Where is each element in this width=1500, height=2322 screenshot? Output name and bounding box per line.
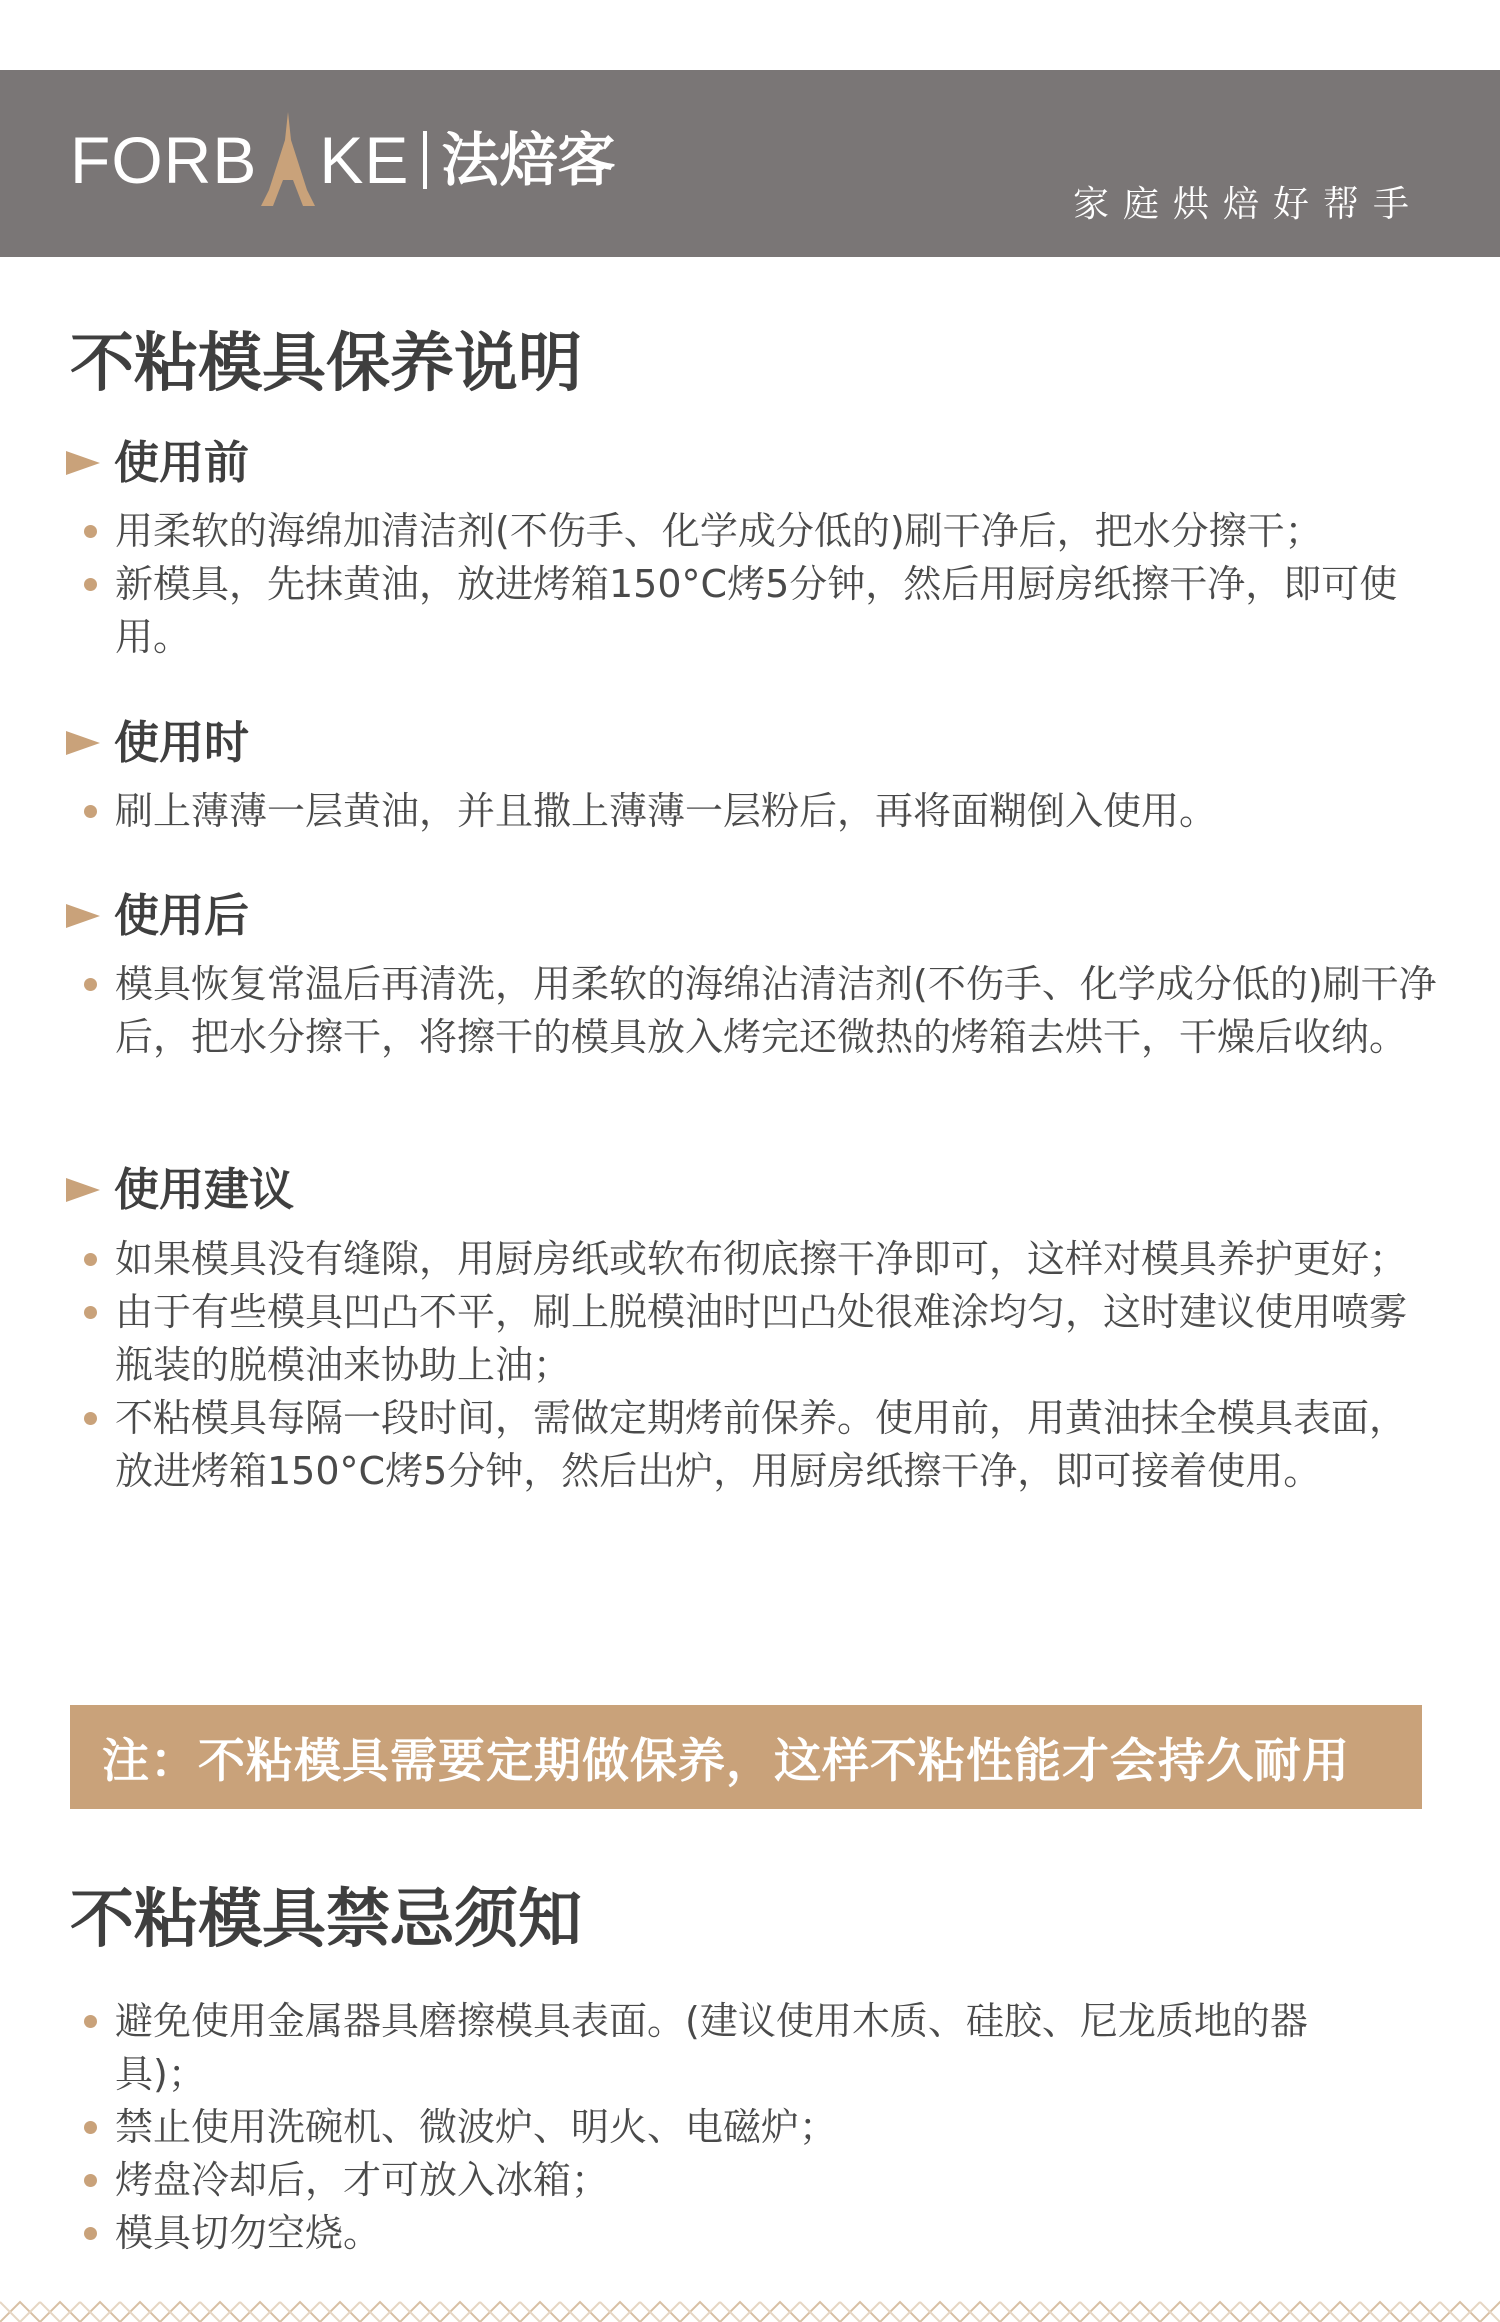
bullet-icon — [84, 2227, 97, 2240]
bullet-list-after-use — [0, 958, 1455, 1064]
section-title: 使用前 — [114, 436, 250, 489]
arrow-icon — [66, 731, 100, 755]
bullet-icon — [84, 2174, 97, 2187]
eiffel-tower-icon — [253, 110, 323, 210]
list-item: 由于有些模具凹凸不平，刷上脱模油时凹凸处很难涂均匀，这时建议使用喷雾瓶装的脱模油来协助上油； — [0, 1286, 1415, 1392]
list-item: 用柔软的海绵加清洁剂(不伤手、化学成分低的)刷干净后，把水分擦干； — [0, 505, 1445, 558]
list-item: 新模具，先抹黄油，放进烤箱150°C烤5分钟，然后用厨房纸擦干净，即可使用。 — [0, 558, 1405, 664]
footer-pattern — [0, 2300, 1500, 2322]
taboo-title: 不粘模具禁忌须知 — [70, 1883, 582, 1957]
bullet-icon — [84, 2015, 97, 2028]
list-item: 模具恢复常温后再清洗，用柔软的海绵沾清洁剂(不伤手、化学成分低的)刷干净后，把水分擦干，将擦干的模具放入烤完还微热的烤箱去烘干，干燥后收纳。 — [0, 958, 1455, 1064]
bullet-list-suggestions — [0, 1233, 1425, 1498]
note-text: 注：不粘模具需要定期做保养，这样不粘性能才会持久耐用 — [102, 1733, 1350, 1789]
list-item: 避免使用金属器具磨擦模具表面。(建议使用木质、硅胶、尼龙质地的器具)； — [0, 1995, 1395, 2101]
list-item: 烤盘冷却后，才可放入冰箱； — [0, 2154, 1445, 2207]
list-item: 不粘模具每隔一段时间，需做定期烤前保养。使用前，用黄油抹全模具表面，放进烤箱150°C烤5分钟，然后出炉，用厨房纸擦干净，即可接着使用。 — [0, 1392, 1425, 1498]
section-title: 使用建议 — [114, 1163, 295, 1216]
list-item: 禁止使用洗碗机、微波炉、明火、电磁炉； — [0, 2101, 1445, 2154]
brand-logo-cn: 法焙客 — [441, 126, 616, 194]
section-title: 使用时 — [114, 716, 250, 769]
list-item: 模具切勿空烧。 — [0, 2207, 1445, 2260]
logo-divider — [423, 131, 427, 189]
section-heading-after-use — [66, 889, 250, 942]
brand-logo — [70, 110, 615, 210]
section-heading-during-use — [66, 716, 250, 769]
bullet-list-during-use — [0, 785, 1445, 838]
bullet-icon — [84, 578, 97, 591]
brand-logo-en: FORB KE — [70, 110, 409, 210]
bullet-icon — [84, 1306, 97, 1319]
list-item: 如果模具没有缝隙，用厨房纸或软布彻底擦干净即可，这样对模具养护更好； — [0, 1233, 1415, 1286]
arrow-icon — [66, 451, 100, 475]
note-banner — [70, 1705, 1422, 1809]
bullet-icon — [84, 2121, 97, 2134]
bullet-list-taboo — [0, 1995, 1445, 2260]
bullet-icon — [84, 525, 97, 538]
section-title: 使用后 — [114, 889, 250, 942]
section-heading-suggestions — [66, 1163, 295, 1216]
bullet-icon — [84, 978, 97, 991]
list-item: 刷上薄薄一层黄油，并且撒上薄薄一层粉后，再将面糊倒入使用。 — [0, 785, 1445, 838]
arrow-icon — [66, 1178, 100, 1202]
section-heading-before-use — [66, 436, 250, 489]
bullet-icon — [84, 1253, 97, 1266]
bullet-list-before-use — [0, 505, 1445, 664]
header-banner — [0, 70, 1500, 257]
bullet-icon — [84, 1412, 97, 1425]
care-title: 不粘模具保养说明 — [70, 327, 582, 401]
slogan: 家庭烘焙好帮手 — [1072, 184, 1423, 225]
arrow-icon — [66, 904, 100, 928]
bullet-icon — [84, 805, 97, 818]
